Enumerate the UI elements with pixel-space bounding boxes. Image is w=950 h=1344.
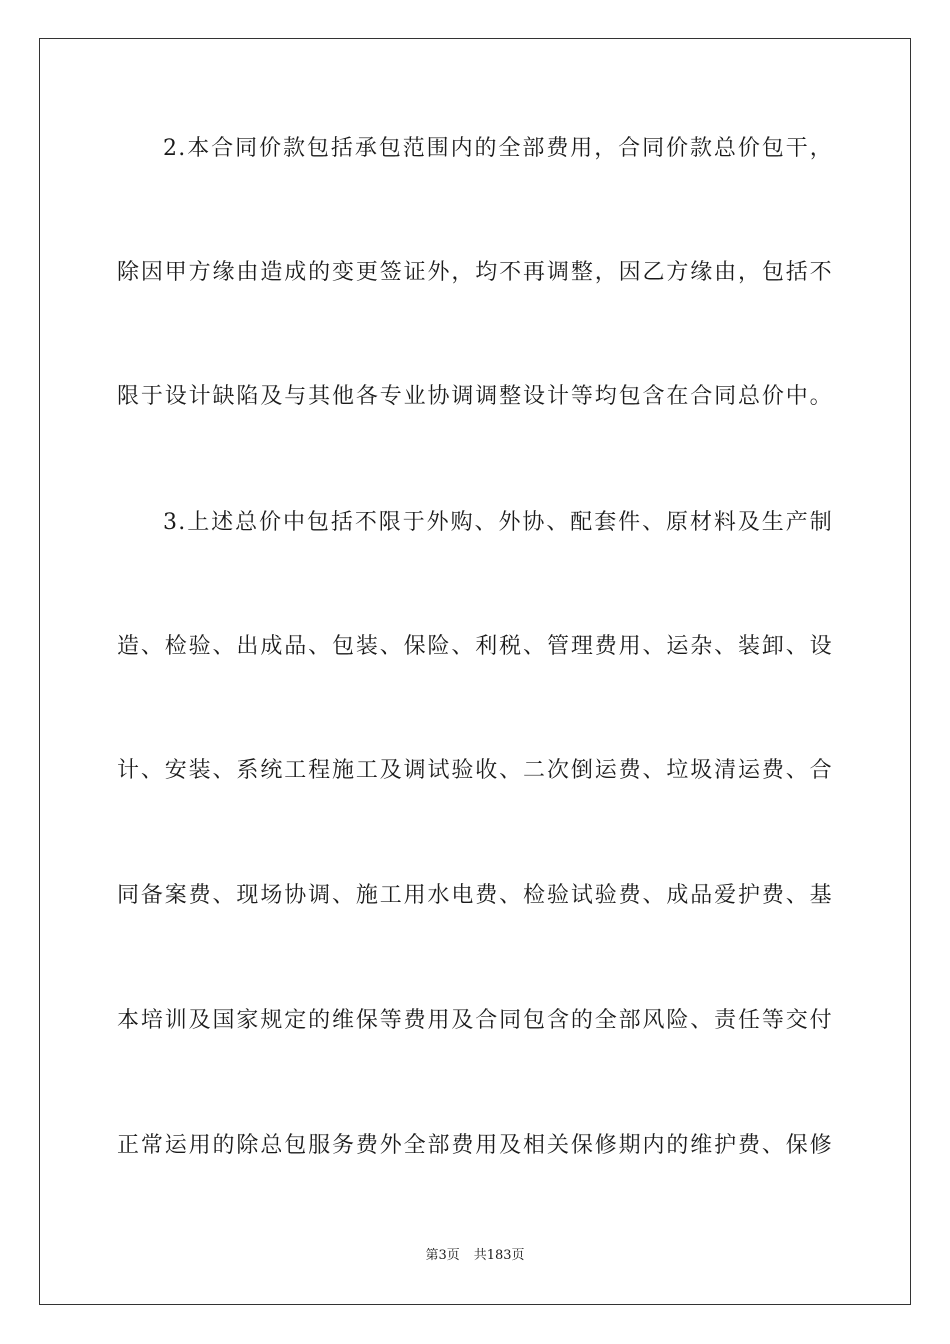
paragraph-3-line-5: 本培训及国家规定的维保等费用及合同包含的全部风险、责任等交付 <box>117 1008 833 1033</box>
paragraph-3-line-1: 3.上述总价中包括不限于外购、外协、配套件、原材料及生产制 <box>163 510 833 535</box>
paragraph-3-line-2: 造、检验、出成品、包装、保险、利税、管理费用、运杂、装卸、设 <box>117 634 833 659</box>
page-frame <box>39 38 911 1305</box>
paragraph-2-line-3: 限于设计缺陷及与其他各专业协调调整设计等均包含在合同总价中。 <box>117 384 833 409</box>
paragraph-2-line-1: 2.本合同价款包括承包范围内的全部费用，合同价款总价包干， <box>163 136 833 161</box>
page-number: 第3页 <box>425 1248 460 1263</box>
page-footer <box>0 1247 950 1265</box>
paragraph-2-line-2: 除因甲方缘由造成的变更签证外，均不再调整，因乙方缘由，包括不 <box>117 260 833 285</box>
paragraph-3-line-4: 同备案费、现场协调、施工用水电费、检验试验费、成品爱护费、基 <box>117 883 833 908</box>
paragraph-3-line-6: 正常运用的除总包服务费外全部费用及相关保修期内的维护费、保修 <box>117 1133 833 1158</box>
paragraph-3-line-3: 计、安装、系统工程施工及调试验收、二次倒运费、垃圾清运费、合 <box>117 758 833 783</box>
page-total: 共183页 <box>473 1248 525 1263</box>
